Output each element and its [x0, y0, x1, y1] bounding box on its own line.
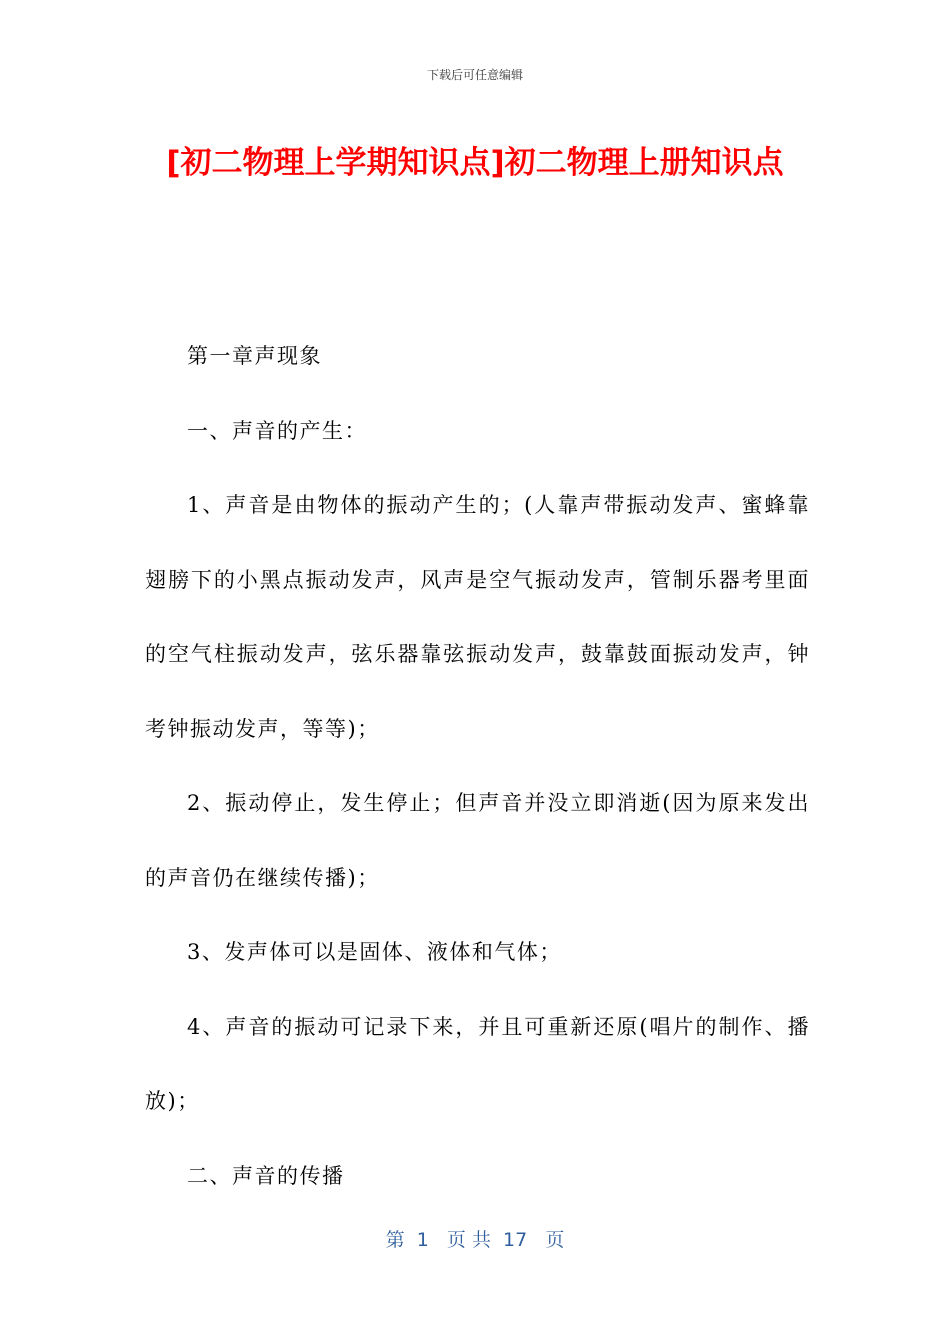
page-number-footer: 第 1 页 共 17 页 — [385, 1229, 565, 1251]
header-note: 下载后可任意编辑 — [426, 68, 523, 82]
paragraph: 2、振动停止，发生停止；但声音并没立即消逝(因为原来发出的声音仍在继续传播)； — [145, 791, 810, 890]
paragraph: 3、发声体可以是固体、液体和气体； — [187, 940, 562, 964]
paragraph: 1、声音是由物体的振动产生的；(人靠声带振动发声、蜜蜂靠翅膀下的小黑点振动发声，风声是空气振动发声，管制乐器考里面的空气柱振动发声，弦乐器靠弦振动发声，鼓靠鼓面振动发声，钟考钟振动发声，等等)； — [145, 493, 810, 741]
document-title: [初二物理上学期知识点]初二物理上册知识点 — [166, 145, 784, 181]
paragraph-chapter-heading: 第一章声现象 — [187, 344, 322, 368]
document-body — [145, 319, 810, 1213]
paragraph-section-heading: 二、声音的传播 — [187, 1163, 345, 1188]
paragraph: 4、声音的振动可记录下来，并且可重新还原(唱片的制作、播放)； — [145, 1014, 810, 1113]
paragraph-section-heading: 一、声音的产生： — [187, 418, 367, 443]
